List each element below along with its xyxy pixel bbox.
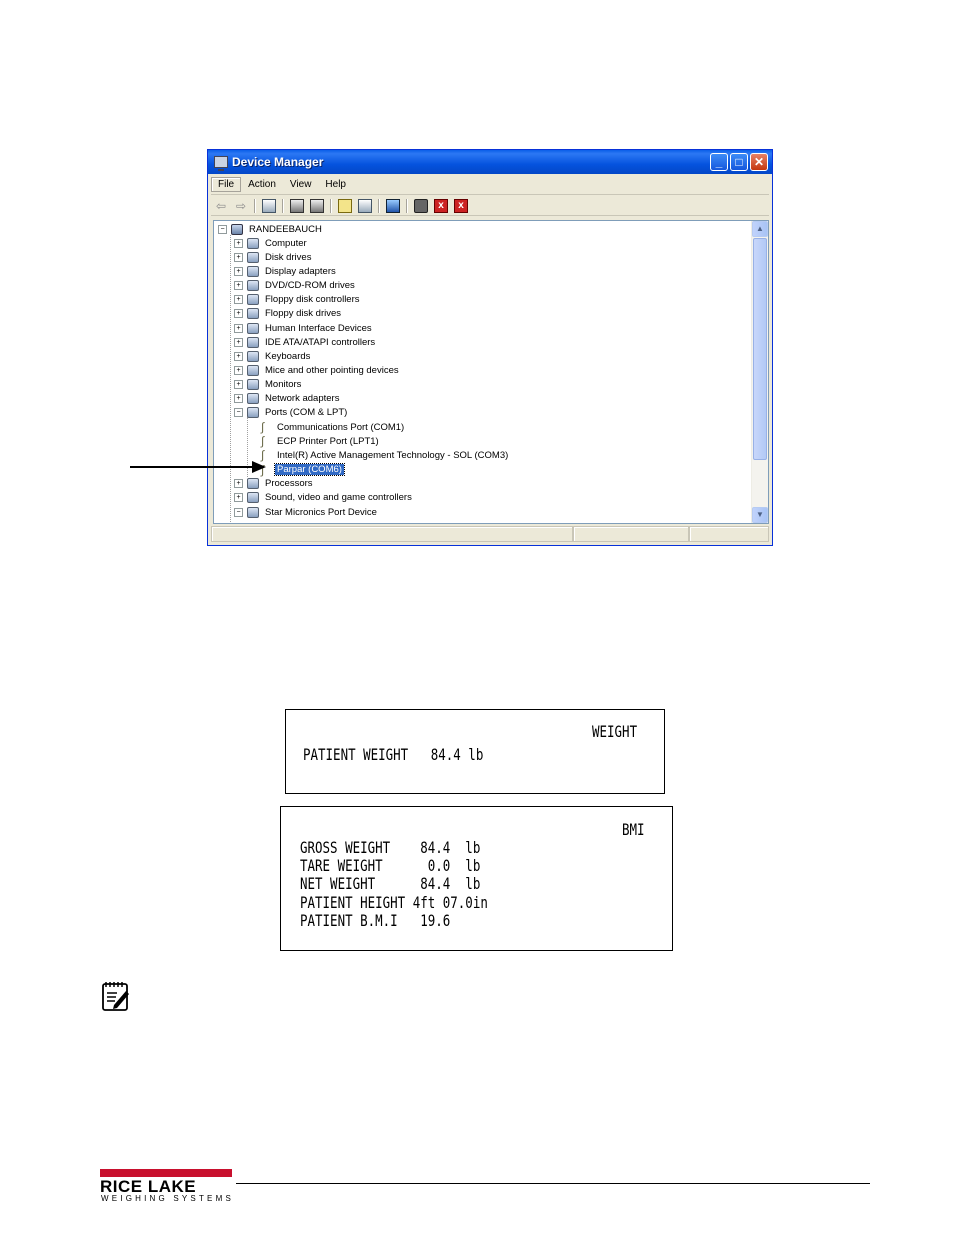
menu-view[interactable]: View [289,179,312,190]
device-category-icon [247,280,259,291]
weight-printout-header: WEIGHT [592,722,638,741]
expand-icon[interactable]: + [234,309,243,318]
print-icon[interactable] [310,199,324,213]
expand-icon[interactable]: + [234,394,243,403]
tree-node[interactable] [234,307,343,321]
tree-node-label: ECP Printer Port (LPT1) [277,435,379,447]
port-device-icon: ∫ [261,420,265,435]
bmi-printout-line: TARE WEIGHT 0.0 lb [300,856,481,875]
status-cell [573,526,690,542]
tree-node-label: Floppy disk controllers [265,294,360,306]
bmi-printout-line: GROSS WEIGHT 84.4 lb [300,838,481,857]
status-cell [211,526,573,542]
window-title: Device Manager [232,155,324,169]
menu-bar [211,175,769,195]
update-driver-icon[interactable] [414,199,428,213]
device-category-icon [247,252,259,263]
tree-node[interactable] [218,222,324,236]
menu-action[interactable]: Action [248,179,276,190]
collapse-icon[interactable]: − [234,508,243,517]
tree-node[interactable] [261,434,381,448]
port-device-icon: ∫ [261,448,265,463]
tree-node[interactable] [234,406,349,420]
action-pane-icon[interactable] [358,199,372,213]
device-category-icon [247,478,259,489]
tree-node[interactable] [234,392,341,406]
device-category-icon [247,393,259,404]
collapse-icon[interactable]: − [218,225,227,234]
tree-node-label: Keyboards [265,350,311,362]
help-icon[interactable] [338,199,352,213]
uninstall-icon[interactable]: x [434,199,448,213]
tree-node[interactable] [261,463,344,477]
title-bar[interactable] [208,150,772,174]
tree-node[interactable] [234,293,362,307]
bmi-printout-line: PATIENT HEIGHT 4ft 07.0in [300,893,488,912]
tree-node-label: Communications Port (COM1) [277,421,405,433]
maximize-button[interactable]: □ [730,153,748,171]
back-icon[interactable]: ⇦ [215,198,227,213]
menu-help[interactable]: Help [325,179,346,190]
note-icon [101,980,131,1012]
device-category-icon [247,266,259,277]
computer-icon [231,224,243,235]
toolbar-separator [330,199,332,213]
disable-icon[interactable]: x [454,199,468,213]
logo-red-bar [100,1169,232,1177]
forward-icon[interactable]: ⇨ [235,198,247,213]
status-bar [211,526,769,542]
expand-icon[interactable]: + [234,239,243,248]
port-device-icon: ∫ [261,434,265,449]
device-category-icon [247,365,259,376]
expand-icon[interactable]: + [234,253,243,262]
port-device-icon: ∫ [261,462,265,477]
device-category-icon [247,294,259,305]
bmi-printout-header: BMI [622,820,645,839]
tree-node-label: Monitors [265,379,302,391]
tree-node[interactable] [234,477,315,491]
device-manager-window [207,149,773,546]
tree-node[interactable] [234,349,312,363]
tree-node[interactable] [234,264,338,278]
device-category-icon [247,308,259,319]
expand-icon[interactable]: + [234,366,243,375]
minimize-button[interactable]: _ [710,153,728,171]
logo-subtitle: WEIGHING SYSTEMS [101,1194,234,1203]
weight-printout [285,709,665,794]
tree-node[interactable] [261,448,510,462]
callout-arrow-line [130,466,258,468]
weight-printout-line: PATIENT WEIGHT 84.4 lb [303,745,484,764]
scroll-thumb[interactable] [753,238,767,460]
tree-node-label: Disk drives [265,251,312,263]
tree-guide-line [230,235,231,522]
collapse-icon[interactable]: − [234,408,243,417]
toolbar-separator [406,199,408,213]
tree-node-label: Display adapters [265,265,336,277]
vertical-scrollbar[interactable] [751,221,768,523]
tree-node[interactable] [234,335,377,349]
tree-node[interactable] [234,250,313,264]
menu-file[interactable]: File [211,177,241,192]
toolbar-separator [378,199,380,213]
tree-node[interactable] [234,378,303,392]
toolbar-separator [282,199,284,213]
device-category-icon [247,507,259,518]
expand-icon[interactable]: + [234,493,243,502]
scroll-up-button[interactable]: ▲ [752,221,768,237]
tree-node-label: Parpar (COM6) [277,464,342,476]
tree-node-label: DVD/CD-ROM drives [265,280,355,292]
tree-node-label: Computer [265,237,307,249]
device-manager-icon [214,156,228,168]
expand-icon[interactable]: + [234,324,243,333]
device-category-icon [247,407,259,418]
bmi-printout [280,806,673,951]
expand-icon[interactable]: + [234,479,243,488]
status-cell [689,526,769,542]
device-tree [214,221,752,523]
tree-node-label: Processors [265,478,313,490]
tree-node-label: Sound, video and game controllers [265,492,412,504]
tree-node[interactable] [261,420,406,434]
device-tree-pane [213,220,769,524]
toolbar [211,196,769,216]
tree-node[interactable] [234,236,309,250]
callout-arrow-head [252,461,266,473]
tree-node-label: Human Interface Devices [265,322,372,334]
tree-node[interactable] [234,364,401,378]
device-category-icon [247,337,259,348]
expand-icon[interactable]: + [234,295,243,304]
expand-icon[interactable]: + [234,338,243,347]
device-category-icon [247,492,259,503]
toolbar-separator [254,199,256,213]
expand-icon[interactable]: + [234,352,243,361]
scroll-down-button[interactable]: ▼ [752,507,768,523]
tree-node[interactable] [234,321,374,335]
tree-node-label: IDE ATA/ATAPI controllers [265,336,376,348]
device-category-icon [247,323,259,334]
expand-icon[interactable]: + [234,267,243,276]
tree-node-label: Intel(R) Active Management Technology - SOL (COM3) [277,449,509,461]
tree-node-label: Star Micronics Port Device [265,506,377,518]
tree-node-label: Floppy disk drives [265,308,342,320]
expand-icon[interactable]: + [234,281,243,290]
tree-node[interactable] [234,279,357,293]
tree-guide-line [247,417,248,477]
device-category-icon [247,379,259,390]
tree-node[interactable] [234,505,379,519]
tree-node[interactable] [234,491,414,505]
properties-icon[interactable] [290,199,304,213]
tree-node-label: Mice and other pointing devices [265,365,399,376]
device-category-icon [247,351,259,362]
bmi-printout-line: NET WEIGHT 84.4 lb [300,874,481,893]
device-category-icon [247,238,259,249]
expand-icon[interactable]: + [234,380,243,389]
bmi-printout-line: PATIENT B.M.I 19.6 [300,911,451,930]
close-button[interactable]: ✕ [750,153,768,171]
scan-hardware-icon[interactable] [386,199,400,213]
tree-node-label: Ports (COM & LPT) [265,407,348,419]
logo-name: RICE LAKE [100,1177,197,1196]
rice-lake-logo [100,1169,235,1205]
show-hide-console-tree-icon[interactable] [262,199,276,213]
tree-node-label: RANDEEBAUCH [249,223,322,235]
footer-rule [236,1183,870,1184]
tree-node-label: Network adapters [265,393,340,405]
